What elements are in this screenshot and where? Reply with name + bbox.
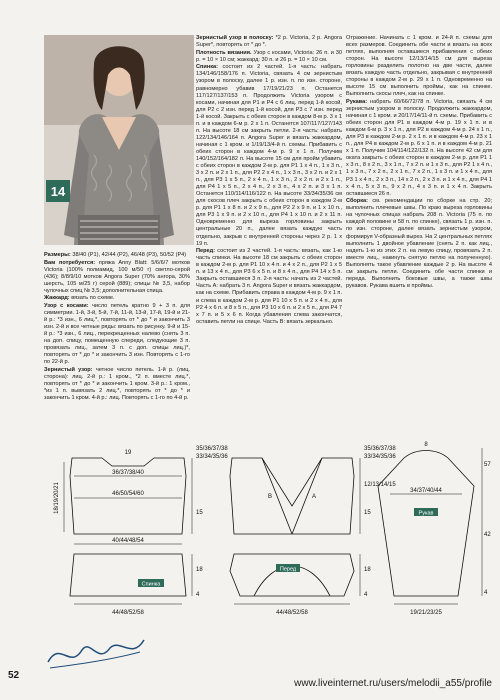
- sleeve-right-top: 57: [484, 462, 491, 468]
- sleeve-bottom: 19/21/23/25: [410, 610, 442, 616]
- page-number: 52: [8, 670, 20, 681]
- section-heading: Вам потребуется:: [44, 259, 96, 266]
- paragraph-text: Отражение. Начинать с 1 кром. и 24-й п. схемы для всех размеров. Соединить обе части и вязать на всех петлях, выполняя оставшиеся прибавления с обеих сторон. На высоте 12/13/14/15 см для выреза горловины разделить полотно на две части, далее вязать каждую часть отдельно, закрывая с внутренней стороны в каждом 2-м р. 29 х 1 п. Одновременно на высоте 15 см выполнить проймы, как на спинке. Выполнить скосы плеч, как на спинке.: [346, 35, 492, 98]
- front-bottom-width: 44/48/52/58: [276, 610, 308, 616]
- front-right-bottom2: 4: [364, 592, 368, 598]
- front-right-mid: 15: [364, 510, 371, 516]
- section-heading: Перед:: [196, 248, 216, 255]
- front-bottom-outline: [230, 554, 354, 596]
- col1-paragraph: [44, 260, 190, 295]
- col1-paragraph: [44, 295, 190, 302]
- column-2: [196, 35, 342, 326]
- back-width3: 40/44/48/54: [112, 538, 144, 544]
- col1-paragraph: [44, 303, 190, 366]
- col3-paragraph: [346, 99, 492, 198]
- paragraph-text: Узор с косами, Victoria: 26 п. и 30 р. = 10 × 10 см; жаккард: 30 п. и 26 р. = 10 × 10 см.: [196, 49, 342, 63]
- back-height-top: 35/36/37/38: [196, 446, 228, 452]
- paragraph-text: набрать 60/66/72/78 п. Victoria, связать 4 см зернистым узором в полоску. Продолжить жаккардом, начиная с 1 кром. и 20/17/14/11-й п. схемы. Прибавить с обеих сторон для P1 в каждом 4-м р. 19 х 1 п. и в каждом 6-м р. 3 х 1 п., для P2 в каждом 4-м р. 24 х 1 п., для P3 в каждом 2-м р. 2 х 1 п. и в каждом 4-м р. 23 х 1 п., для P4 в каждом 2-м р. 6 х 1 п. и в каждом 4-м р. 21 х 1 п. Получим 104/114/122/132 п. На высоте 42 см для оката закрыть с обеих сторон в каждом 2-м р. для P1 1 х 3 п., 8 х 2 п., 3 х 1 п., 7 х 2 п. и 1 х 3 п., для P2 1 х 4 п., 1 х 3 п., 7 х 2 п., 2 х 1 п., 7 х 2 п., 1 х 3 п. и 1 х 4 п., для P3 1 х 4 п., 2 х 3 п., 14 х 2 п., 2 х 3 п. и 1 х 4 п., для P4 1 х 4 п., 5 х 3 п., 9 х 2 п., 4 х 3 п. и 1 х 4 п. Закрыть оставшиеся 26 п.: [346, 99, 493, 197]
- back-top-width: 19: [124, 450, 132, 456]
- section-heading: Спинка:: [196, 64, 219, 71]
- paragraph-text: четное число петель. 1-й р. (лиц. сторона): лиц. 2-й р.: 1 кром., *2 п. вместе лиц.*, повторять от * до * и закончить 1 кром. 3-й р.: 1 кром., *из 1 п. вывязать 2 лиц.*, повторять от * до * и закончить 1 кром. 4-й р.: лиц. Повторять с 1-го по 4-й р.: [44, 367, 190, 402]
- section-heading: Зернистый узор:: [44, 367, 93, 374]
- col1-paragraph: [44, 367, 190, 402]
- front-label-a: A: [312, 494, 317, 500]
- sleeve-top: 8: [424, 442, 428, 448]
- front-neck-depth: 12/13/14/15: [364, 482, 396, 488]
- sleeve-panel-label: Рукав: [418, 510, 434, 517]
- col2-paragraph: [196, 50, 342, 64]
- column-1: [44, 252, 190, 403]
- back-width1: 36/37/38/40: [112, 470, 144, 476]
- section-heading: Жаккард:: [44, 295, 70, 302]
- schematic-diagram-svg: [44, 436, 492, 621]
- paragraph-text: состоит из 2 частей. 1-я часть: вязать, как 1-ю часть спинки. На высоте 18 см закрыть с обеих сторон в каждом 2-м р. для P1 10 х 4 п. и 4 х 2 п., для P2 1 х 5 п. и 13 х 4 п., для P3 6 х 5 п. и 8 х 4 п., для P4 14 х 5 п. Закрыть оставшиеся 3 п. 2-я часть: начать из 2 частей. Часть А: набрать 3 п. Angora Super и вязать жаккардом, как на схеме. Прибавить справа в каждом 4-м р. 9 х 1 п. и слева в каждом 2-м р. для P1 10 х 5 п. и 2 х 4 п., для P2 4 х 6 п. и 8 х 5 п., для P3 10 х 6 п. и 2 х 5 п., для P4 7 х 7 п. и 5 х 6 п. Когда убавления слева закончатся, оставить петли на спице. Часть В: вязать зеркально.: [196, 248, 342, 325]
- paragraph-text: 38/40 (P1), 42/44 (P2), 46/48 (P3), 50/52 (P4): [70, 252, 187, 258]
- back-right-mid: 15: [196, 510, 203, 516]
- back-width2: 46/50/54/60: [112, 491, 144, 497]
- section-heading: Размеры:: [44, 252, 71, 258]
- paragraph-text: см. рекомендации по сборке на стр. 20; выполнить плечевые швы. По краю выреза горловины на чулочных спицах набрать 208 п. Victoria (75 п. по каждой половине и 58 п. по спинке), связать 1 р. изн. п. по изн. стороне, далее вязать зернистым узором, формируя V-образный вырез. На 2 центральных петлях выполнить 1 двойное убавление (снять 2 п. как лиц., надеть 1-ю из этих 2 п. на левую спицу, провязать 2 п. вместе лиц., накинуть снятую петлю на полученную). Выполнять такое убавление каждые 2 р. На высоте 4 см закрыть петли. Соединить обе части спинки и переда. Выполнить боковые швы, а также швы рукавов. Рукава вшить в проймы.: [346, 198, 492, 289]
- back-panel-label: Спинка: [141, 581, 161, 588]
- back-bottom-outline: [70, 554, 186, 596]
- back-left-height: 18/19/20/21: [54, 482, 60, 514]
- sleeve-width: 34/37/40/44: [410, 488, 442, 494]
- front-top-outline: [230, 458, 354, 534]
- paragraph-text: вязать по схеме.: [69, 295, 115, 302]
- front-right-bottom: 18: [364, 567, 371, 573]
- paragraph-text: состоит из 2 частей. 1-я часть: набрать 134/146/158/176 п. Victoria, связать 4 см зернистым узором в полоску, далее 1 р. изн. п. по изн. стороне, равномерно убавив 17/19/21/23 п. Останется 117/127/137/153 п. Продолжить Victoria узором с косами, начиная для P1 и P4 с 6 лиц. перед 1-й косой, для P2 с 2 изн. перед 1-й косой, для P3 с 7 изн. перед 1-й косой. Закрыть с обеих сторон в каждом 8-м р. 3 х 1 п. и в каждом 6-м р. 2 х 1 п. Останется 107/117/127/143 п. На высоте 18 см закрыть петли. 2-я часть: набрать 122/134/146/164 п. Angora Super и вязать жаккардом, начиная с 1 кром. и 1/19/13/4-й п. схемы. Прибавить с обеих сторон в каждом 4-м р. 9 х 1 п. Получим 140/152/164/182 п. На высоте 15 см для пройм убавить с обеих сторон в каждом 2-м р. для P1 1 х 4 п., 1 х 3 п., 3 х 2 п. и 2 х 1 п., для P2 2 х 4 п., 1 х 3 п., 3 х 2 п. и 2 х 1 п., для P3 1 х 5 п., 2 х 4 п., 1 х 3 п., 2 х 2 п. и 2 х 1 п., для P4 1 х 5 п., 2 х 4 п., 2 х 3 п., 4 х 2 п. и 3 х 1 п. Останется 110/114/116/122 п. На высоте 33/34/35/36 см для скосов плеч закрыть с обеих сторон в каждом 2-м р. для P1 1 х 8 п. и 2 х 9 п., для P2 2 х 9 п. и 1 х 10 п., для P3 1 х 9 п. и 2 х 10 п., для P4 1 х 10 п. и 2 х 11 п. Одновременно для выреза горловины закрыть центральные 20 п., далее вязать каждую часть отдельно, закрыв с внутренней стороны через 2 р. 1 х 19 п.: [196, 64, 342, 247]
- back-height-top2: 33/34/35/36: [196, 454, 228, 460]
- section-heading: Рукава:: [346, 99, 368, 106]
- col3-paragraph: [346, 35, 492, 98]
- col3-paragraph: [346, 198, 492, 290]
- sleeve-outline: [378, 451, 474, 597]
- col2-paragraph: [196, 35, 342, 49]
- back-right-bottom: 18: [196, 567, 203, 573]
- sleeve-right-mid: 42: [484, 532, 491, 538]
- column-3: [346, 35, 492, 290]
- col2-paragraph: [196, 64, 342, 247]
- front-height-top: 35/36/37/38: [364, 446, 396, 452]
- watermark-url: www.liveinternet.ru/users/melodii_a55/profile: [294, 678, 492, 689]
- section-heading: Узор с косами:: [44, 303, 89, 310]
- paragraph-text: *2 р. Victoria, 2 р. Angora Super*, повторять от * до *.: [196, 35, 342, 49]
- signature-logo: [40, 630, 150, 675]
- col1-paragraph: [44, 252, 190, 259]
- col2-paragraph: [196, 248, 342, 326]
- front-panel-label: Перед: [279, 566, 297, 573]
- section-heading: Сборка:: [346, 198, 369, 205]
- back-right-bottom2: 4: [196, 592, 200, 598]
- model-photo: [44, 35, 194, 245]
- front-label-b: B: [268, 494, 273, 500]
- back-bottom-width: 44/48/52/58: [112, 610, 144, 616]
- paragraph-text: пряжа Anny Blatt: 5/6/6/7 мотков Victoria (100% полиамид, 100 м/50 г) светло-серой (436); 8/8/9/10 мотков Angora Super (70% ангора, 30% шерсть, 105 м/25 г) серой (889); спицы № 3,5, набор чулочных спиц № 3,5; дополнительная спица.: [44, 259, 190, 294]
- section-heading: Плотность вязания.: [196, 49, 252, 56]
- section-heading: Зернистый узор в полоску:: [196, 35, 274, 41]
- sleeve-right-bottom: 4: [484, 590, 488, 596]
- front-height-top2: 33/34/35/36: [364, 454, 396, 460]
- model-photo-illustration: [44, 35, 194, 245]
- pattern-diagrams: [44, 436, 492, 621]
- paragraph-text: число петель кратно 9 + 3 п. для симметрии. 1-й, 3-й, 5-й, 7-й, 11-й, 13-й, 17-й, 19-й и 21-й р.: *3 изн., 6 лиц.*, повторять от * до * и закончить 3 изн. 2-й и все четные ряды: вязать по рисунку. 9-й и 15-й р.: *3 изн., 6 лиц., перекрещенных налево (снять 3 п. на доп. спицу, помещенную спереди, следующие 3 п. провязать лиц., затем 3 п. с доп. спицы лиц.)*, повторять от * до * и закончить 3 изн. Повторять с 1-го по 22-й р.: [44, 303, 190, 366]
- pattern-number-badge: 14: [46, 180, 70, 202]
